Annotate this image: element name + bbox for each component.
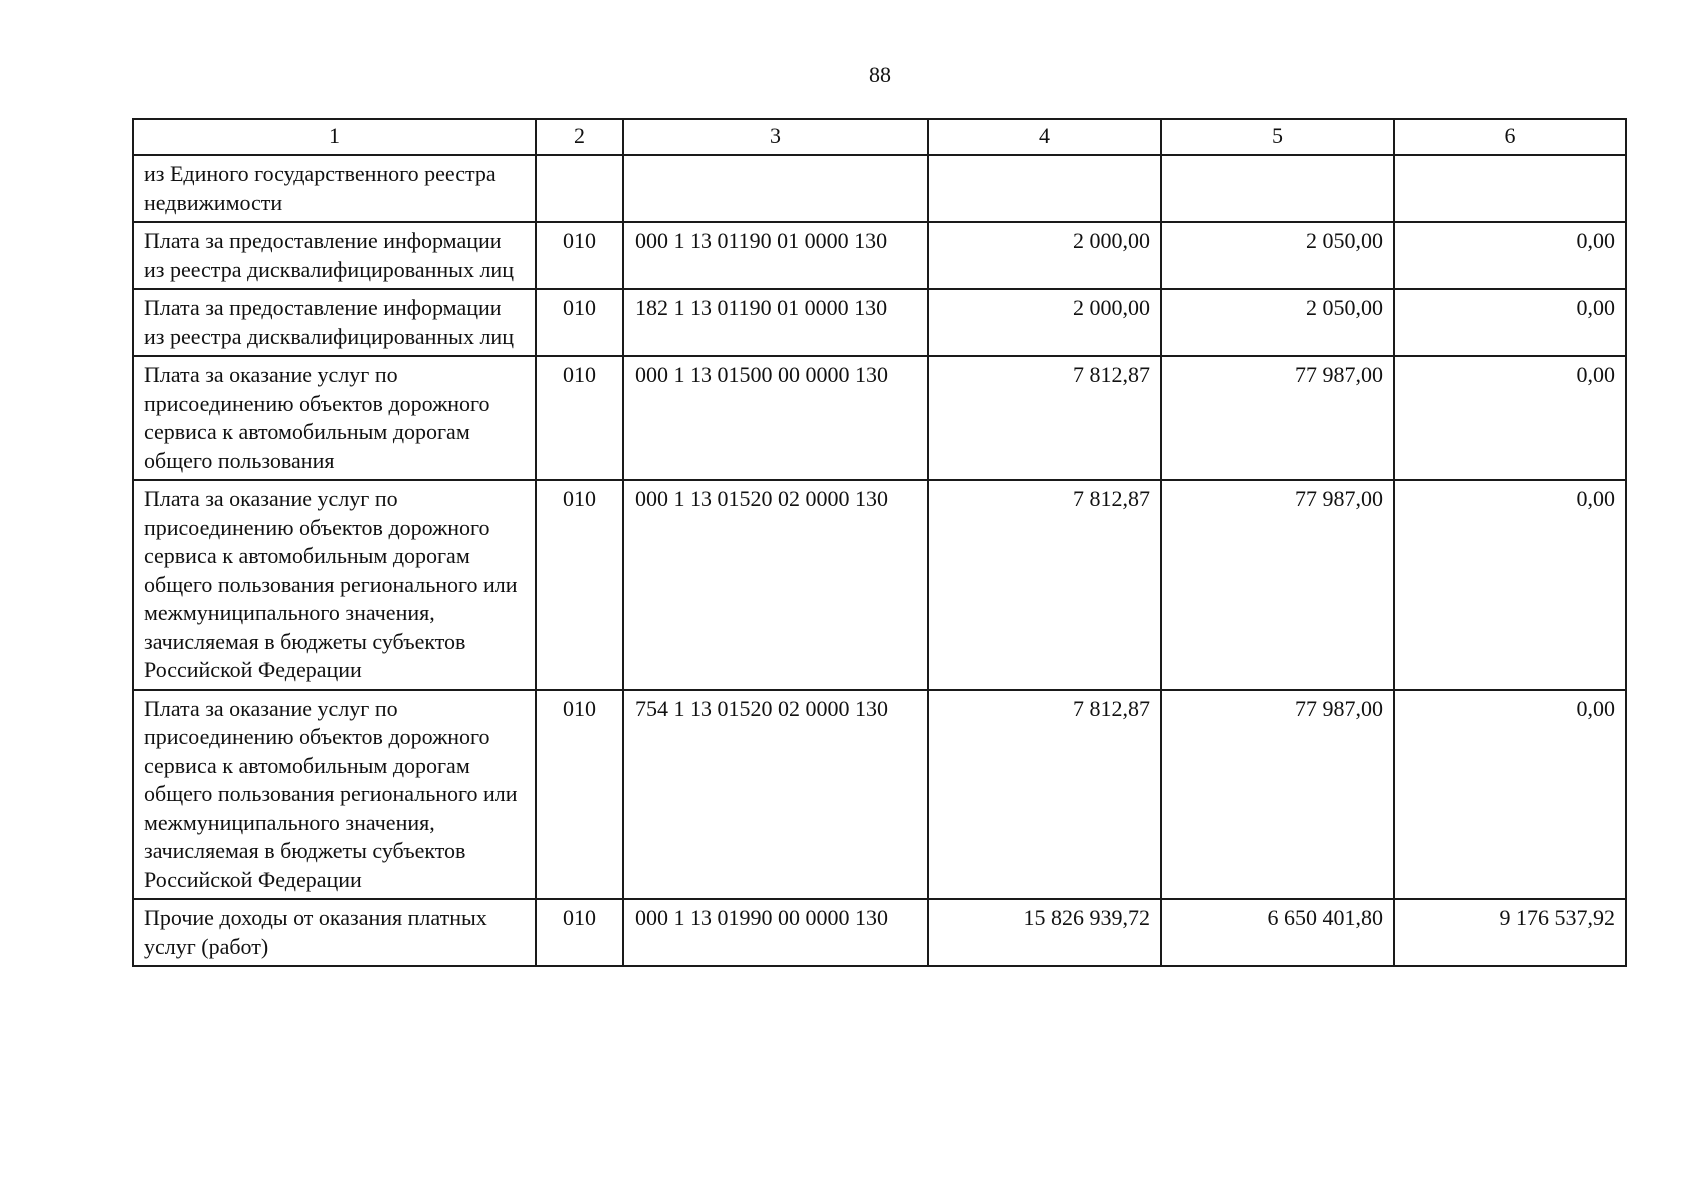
column-5-value-cell: 2 050,00 [1161,222,1394,289]
revenue-name-cell: Плата за предоставление информации из реестра дисквалифицированных лиц [133,289,536,356]
column-6-value-cell: 0,00 [1394,289,1626,356]
column-header-1: 1 [133,119,536,155]
line-code-cell: 010 [536,356,623,480]
column-4-value-cell: 7 812,87 [928,356,1161,480]
budget-code-cell: 000 1 13 01990 00 0000 130 [623,899,928,966]
column-4-value-cell: 2 000,00 [928,289,1161,356]
column-header-3: 3 [623,119,928,155]
revenue-name-cell: из Единого государственного реестра недвижимости [133,155,536,222]
column-6-value-cell: 0,00 [1394,690,1626,900]
budget-code-cell: 000 1 13 01500 00 0000 130 [623,356,928,480]
column-5-value-cell: 2 050,00 [1161,289,1394,356]
page-number: 88 [869,62,891,87]
column-5-value-cell: 77 987,00 [1161,356,1394,480]
table-row [133,155,1626,222]
budget-code-cell: 000 1 13 01520 02 0000 130 [623,480,928,690]
table-row [133,480,1626,690]
column-header-5: 5 [1161,119,1394,155]
column-4-value-cell: 2 000,00 [928,222,1161,289]
line-code-cell: 010 [536,480,623,690]
table-header-row [133,119,1626,155]
table-row [133,899,1626,966]
budget-code-cell: 182 1 13 01190 01 0000 130 [623,289,928,356]
column-6-value-cell: 0,00 [1394,356,1626,480]
table-row [133,690,1626,900]
line-code-cell: 010 [536,289,623,356]
revenue-name-cell: Прочие доходы от оказания платных услуг (работ) [133,899,536,966]
revenue-table [132,118,1627,967]
column-6-value-cell: 0,00 [1394,222,1626,289]
revenue-name-cell: Плата за предоставление информации из реестра дисквалифицированных лиц [133,222,536,289]
budget-code-cell: 754 1 13 01520 02 0000 130 [623,690,928,900]
column-4-value-cell: 7 812,87 [928,690,1161,900]
column-5-value-cell [1161,155,1394,222]
budget-code-cell [623,155,928,222]
revenue-name-cell: Плата за оказание услуг по присоединению объектов дорожного сервиса к автомобильным дорогам общего пользования регионального или межмуниципального значения, зачисляемая в бюджеты субъектов Российской Федерации [133,480,536,690]
line-code-cell [536,155,623,222]
column-6-value-cell: 9 176 537,92 [1394,899,1626,966]
revenue-name-cell: Плата за оказание услуг по присоединению объектов дорожного сервиса к автомобильным дорогам общего пользования [133,356,536,480]
column-6-value-cell: 0,00 [1394,480,1626,690]
table-row [133,222,1626,289]
budget-code-cell: 000 1 13 01190 01 0000 130 [623,222,928,289]
revenue-name-cell: Плата за оказание услуг по присоединению объектов дорожного сервиса к автомобильным дорогам общего пользования регионального или межмуниципального значения, зачисляемая в бюджеты субъектов Российской Федерации [133,690,536,900]
column-header-2: 2 [536,119,623,155]
table-row [133,356,1626,480]
column-header-4: 4 [928,119,1161,155]
column-5-value-cell: 77 987,00 [1161,480,1394,690]
column-4-value-cell: 15 826 939,72 [928,899,1161,966]
column-6-value-cell [1394,155,1626,222]
column-5-value-cell: 77 987,00 [1161,690,1394,900]
line-code-cell: 010 [536,690,623,900]
column-4-value-cell: 7 812,87 [928,480,1161,690]
column-5-value-cell: 6 650 401,80 [1161,899,1394,966]
line-code-cell: 010 [536,899,623,966]
line-code-cell: 010 [536,222,623,289]
table-row [133,289,1626,356]
column-header-6: 6 [1394,119,1626,155]
column-4-value-cell [928,155,1161,222]
